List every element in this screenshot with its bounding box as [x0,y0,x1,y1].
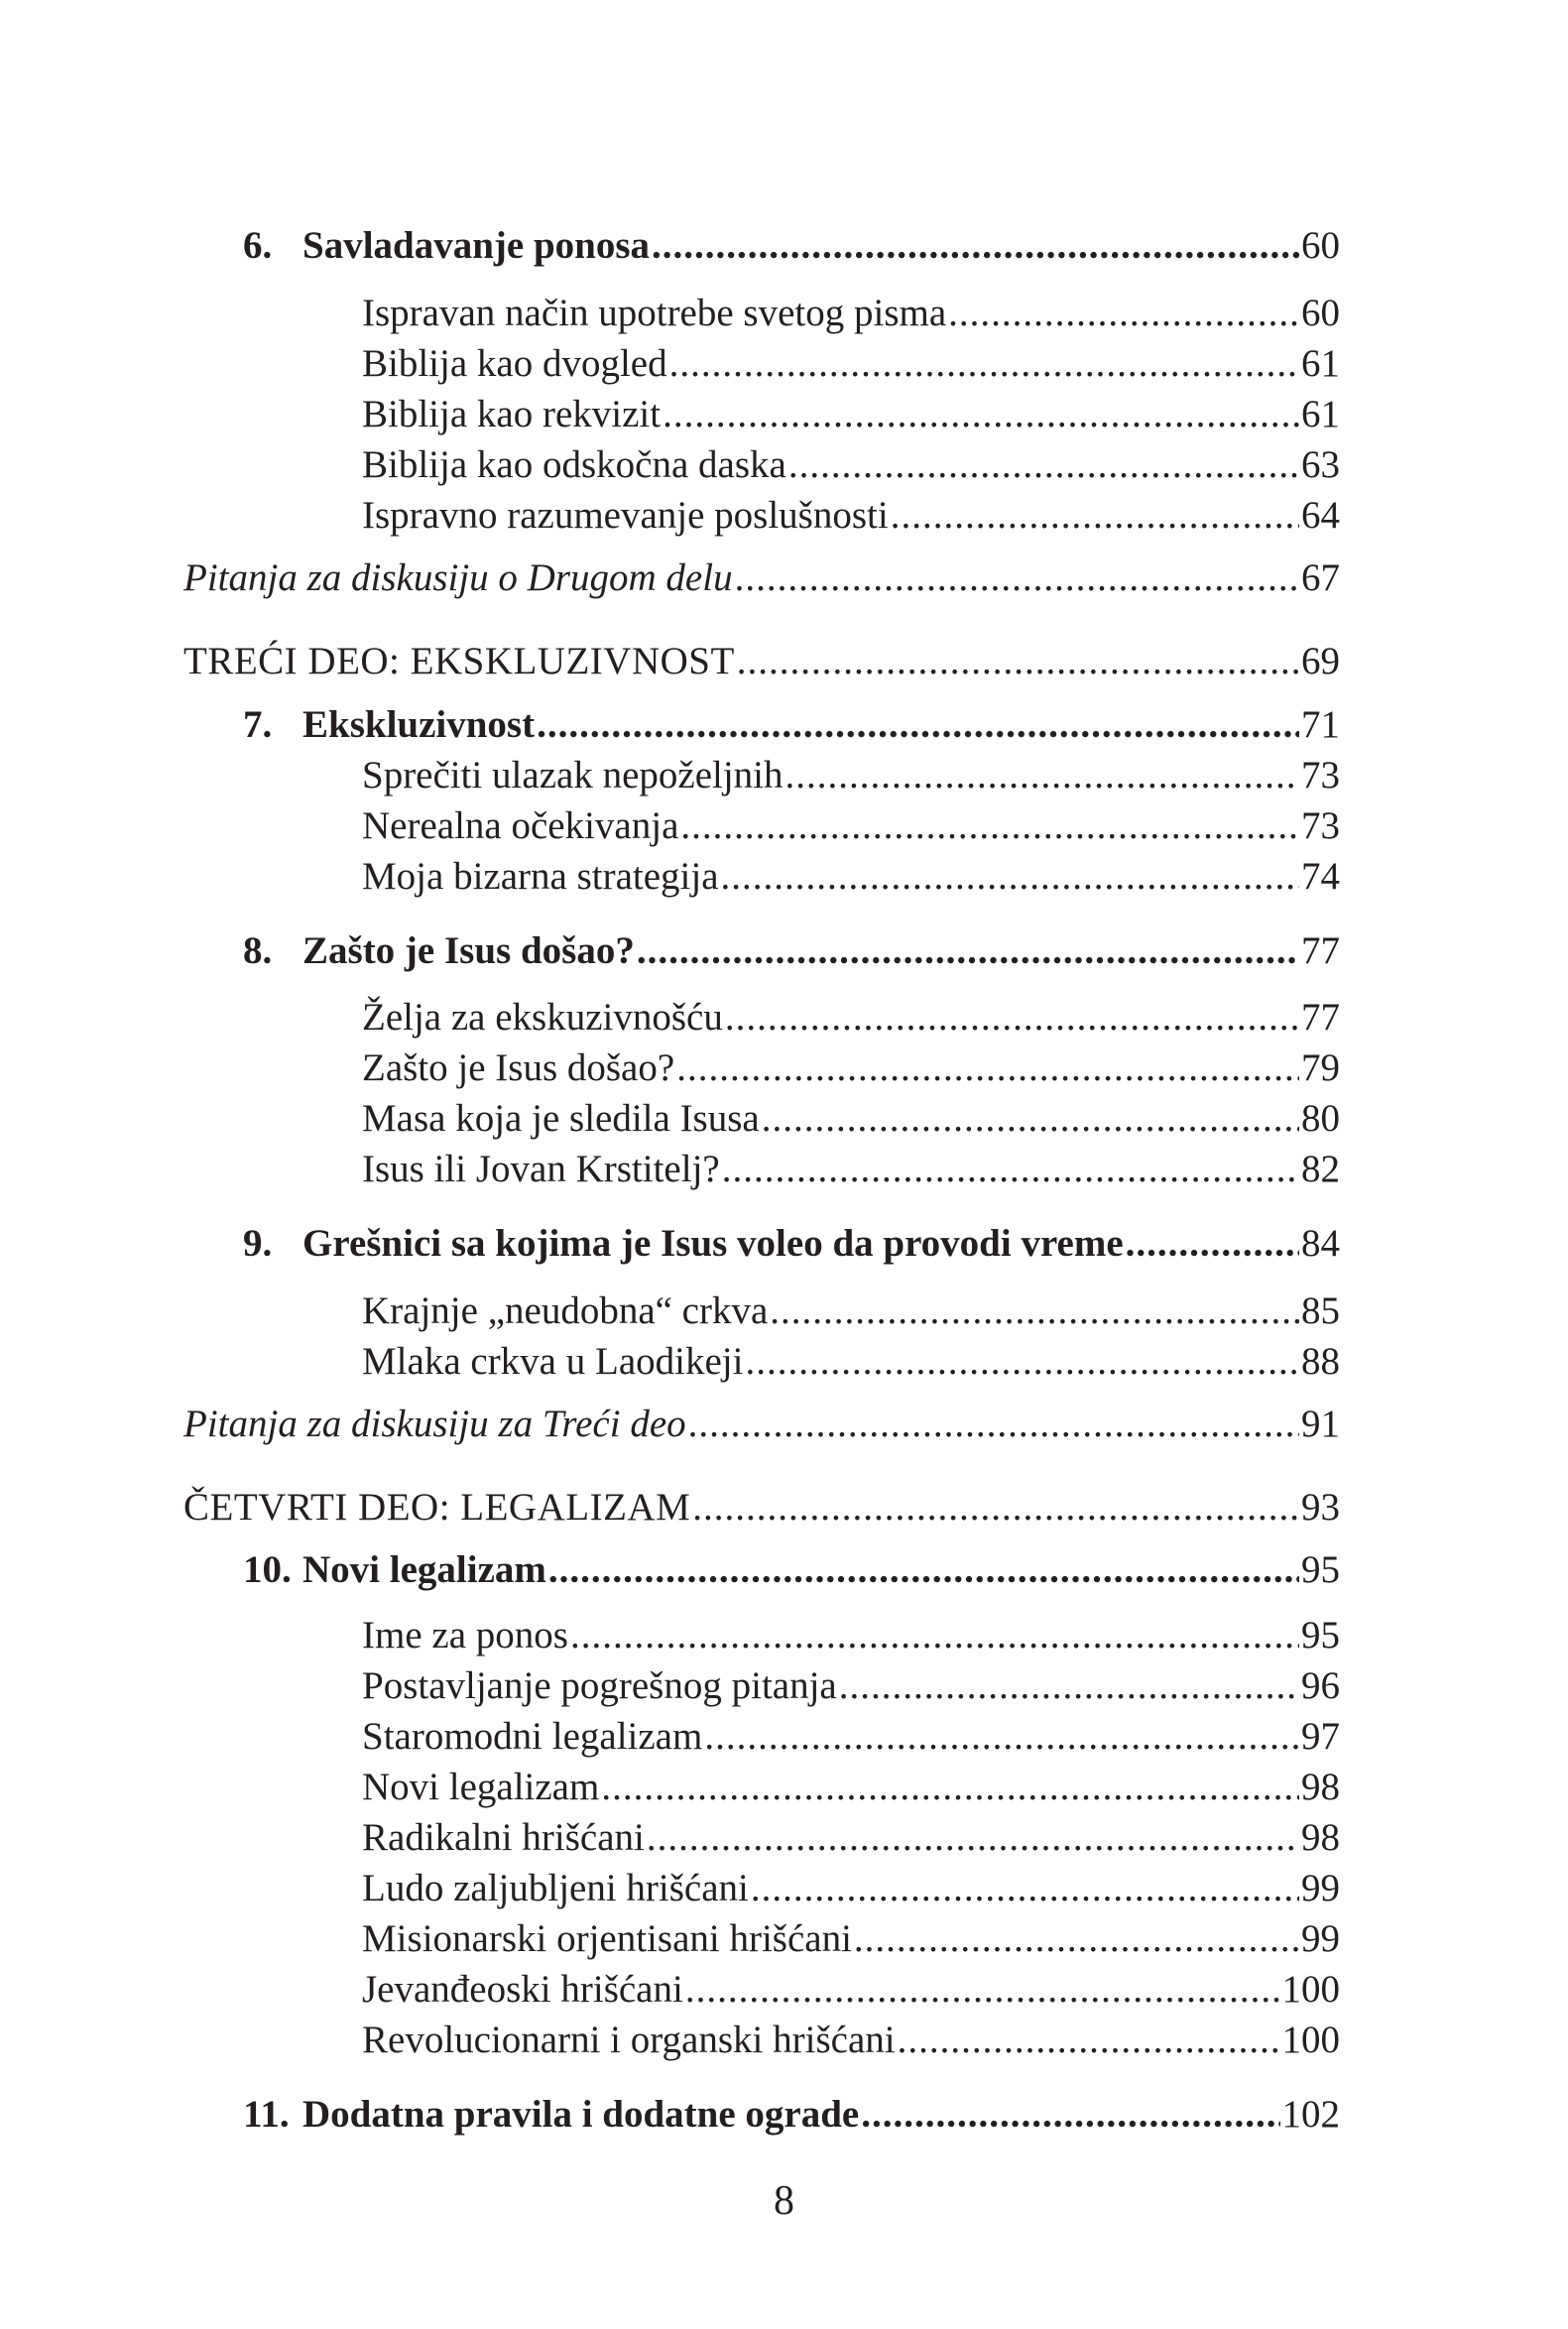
dot-leader [762,1095,1299,1143]
entry-title: Savladavanje ponosa [302,224,651,267]
entry-page-number: 99 [1301,1867,1340,1909]
entry-title: Masa koja je sledila Isusa [362,1097,760,1140]
toc-entry-section [362,1915,1340,1963]
entry-title: Ime za ponos [362,1614,568,1656]
toc-entry-section [362,1966,1340,2014]
entry-title: Nerealna očekivanja [362,804,679,847]
dot-leader [891,492,1299,540]
entry-title: ČETVRTI DEO: LEGALIZAM [183,1486,691,1529]
toc-entry-section [362,1612,1340,1659]
toc-entry-section [362,802,1340,850]
dot-leader [735,554,1299,602]
entry-page-number: 64 [1301,494,1340,537]
dot-leader [647,1814,1299,1862]
toc-entry-section [362,1713,1340,1761]
entry-title: Pitanja za diskusiju za Treći deo [183,1403,686,1445]
entry-title: Grešnici sa kojima je Isus voleo da provodi vreme [302,1222,1124,1265]
entry-title: Jevanđeoski hrišćani [362,1968,683,2011]
entry-page-number: 61 [1301,393,1340,435]
dot-leader [737,638,1299,685]
entry-title: TREĆI DEO: EKSKLUZIVNOST [183,640,735,682]
entry-page-number: 93 [1301,1486,1340,1529]
entry-title: Staromodni legalizam [362,1715,703,1758]
entry-page-number: 79 [1301,1046,1340,1089]
entry-page-number: 63 [1301,443,1340,486]
entry-page-number: 69 [1301,640,1340,682]
entry-title: Sprečiti ulazak nepoželjnih [362,754,784,797]
dot-leader [751,1865,1299,1912]
toc-entry-chapter [243,1220,1340,1268]
dot-leader [788,441,1299,489]
entry-title: Ispravno razumevanje poslušnosti [362,494,889,537]
entry-page-number: 77 [1301,996,1340,1039]
dot-leader [692,1484,1299,1532]
entry-page-number: 77 [1301,929,1340,972]
entry-title: Zašto je Isus došao? [302,929,635,972]
toc-entry-section [362,1146,1340,1193]
dot-leader [537,701,1299,749]
toc-entry-chapter [243,927,1340,975]
entry-title: Isus ili Jovan Krstitelj? [362,1148,720,1190]
dot-leader [785,752,1299,799]
dot-leader [669,340,1299,388]
entry-page-number: 100 [1281,1968,1340,2011]
dot-leader [745,1338,1299,1386]
dot-leader [725,994,1299,1042]
entry-title: Ispravan način upotrebe svetog pisma [362,292,947,334]
dot-leader [898,2017,1280,2064]
entry-title: Želja za ekskuzivnošću [362,996,723,1039]
dot-leader [680,802,1299,850]
dot-leader [548,1546,1299,1594]
entry-title: Dodatna pravila i dodatne ograde [302,2093,860,2136]
entry-title: Ekskluzivnost [302,703,536,746]
entry-page-number: 60 [1301,292,1340,334]
toc-entry-section [362,1338,1340,1386]
chapter-number: 11. [243,2093,290,2136]
entry-page-number: 102 [1281,2093,1340,2136]
dot-leader [948,290,1299,337]
entry-title: Biblija kao dvogled [362,342,667,385]
toc-entry-chapter [243,2091,1340,2139]
entry-title: Moja bizarna strategija [362,855,719,898]
entry-title: Postavljanje pogrešnog pitanja [362,1664,837,1707]
toc-entry-section [362,752,1340,799]
toc-entry-section [362,1865,1340,1912]
dot-leader [688,1401,1299,1448]
entry-page-number: 60 [1301,224,1340,267]
dot-leader [770,1287,1299,1335]
dot-leader [637,927,1299,975]
entry-title: Radikalni hrišćani [362,1816,645,1859]
dot-leader [854,1915,1299,1963]
entry-page-number: 96 [1301,1664,1340,1707]
entry-page-number: 73 [1301,804,1340,847]
entry-title: Krajnje „neudobna“ crkva [362,1289,769,1332]
chapter-number: 6. [243,224,273,267]
entry-page-number: 71 [1301,703,1340,746]
entry-title: Pitanja za diskusiju o Drugom delu [183,556,733,599]
toc-entry-section [362,994,1340,1042]
entry-title: Zašto je Isus došao? [362,1046,675,1089]
dot-leader [676,1044,1299,1092]
toc-entry-section [362,492,1340,540]
dot-leader [652,222,1299,270]
toc-entry-questions [183,554,1340,602]
toc-entry-chapter [243,222,1340,270]
toc-entry-section [362,1662,1340,1710]
dot-leader [663,391,1299,438]
entry-page-number: 84 [1301,1222,1340,1265]
dot-leader [861,2091,1279,2139]
entry-page-number: 95 [1301,1548,1340,1591]
entry-page-number: 80 [1301,1097,1340,1140]
entry-page-number: 97 [1301,1715,1340,1758]
toc-entry-section [362,2017,1340,2064]
toc-entry-part [183,638,1340,685]
dot-leader [722,1146,1299,1193]
entry-title: Novi legalizam [362,1766,600,1808]
toc-entry-section [362,340,1340,388]
entry-title: Ludo zaljubljeni hrišćani [362,1867,749,1909]
entry-title: Biblija kao odskočna daska [362,443,786,486]
entry-page-number: 85 [1301,1289,1340,1332]
entry-page-number: 91 [1301,1403,1340,1445]
entry-page-number: 74 [1301,855,1340,898]
entry-page-number: 73 [1301,754,1340,797]
entry-page-number: 95 [1301,1614,1340,1656]
chapter-number: 9. [243,1222,273,1265]
toc-entry-chapter [243,1546,1340,1594]
dot-leader [601,1764,1299,1811]
toc-entry-section [362,391,1340,438]
entry-page-number: 98 [1301,1816,1340,1859]
toc-entry-section [362,290,1340,337]
entry-page-number: 100 [1281,2019,1340,2061]
entry-title: Mlaka crkva u Laodikeji [362,1340,744,1383]
dot-leader [685,1966,1280,2014]
entry-page-number: 67 [1301,556,1340,599]
toc-entry-section [362,1044,1340,1092]
toc-entry-questions [183,1401,1340,1448]
dot-leader [570,1612,1299,1659]
entry-page-number: 82 [1301,1148,1340,1190]
dot-leader [839,1662,1299,1710]
entry-page-number: 61 [1301,342,1340,385]
chapter-number: 10. [243,1548,292,1591]
entry-page-number: 99 [1301,1917,1340,1960]
entry-title: Revolucionarni i organski hrišćani [362,2019,896,2061]
entry-page-number: 98 [1301,1766,1340,1808]
toc-entry-part [183,1484,1340,1532]
entry-title: Misionarski orjentisani hrišćani [362,1917,852,1960]
toc-entry-section [362,1095,1340,1143]
chapter-number: 8. [243,929,273,972]
entry-title: Novi legalizam [302,1548,546,1591]
dot-leader [1126,1220,1299,1268]
dot-leader [721,853,1299,901]
entry-title: Biblija kao rekvizit [362,393,662,435]
dot-leader [704,1713,1299,1761]
toc-entry-section [362,1764,1340,1811]
toc-entry-section [362,1814,1340,1862]
toc-entry-section [362,441,1340,489]
toc-entry-section [362,853,1340,901]
entry-page-number: 88 [1301,1340,1340,1383]
page-number: 8 [774,2178,794,2224]
chapter-number: 7. [243,703,273,746]
toc-entry-section [362,1287,1340,1335]
toc-entry-chapter [243,701,1340,749]
